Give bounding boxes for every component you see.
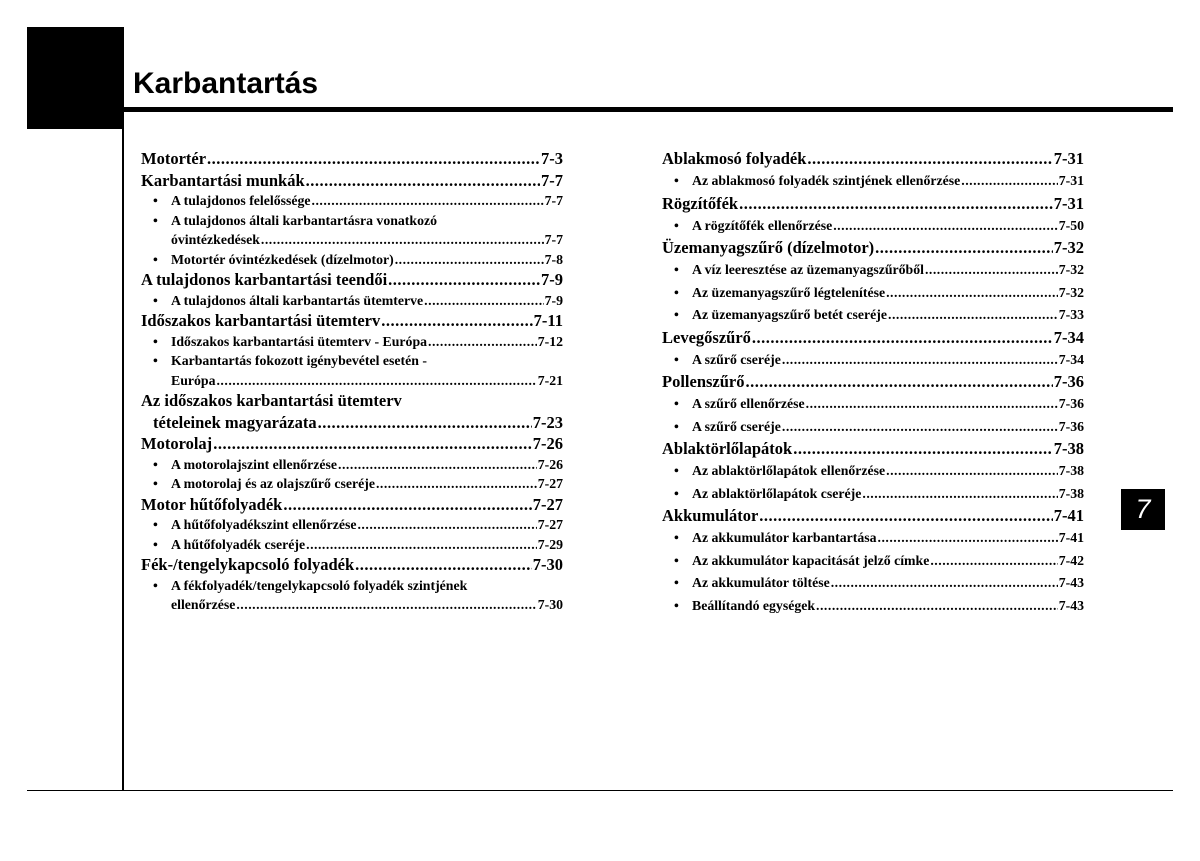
toc-right-column	[662, 148, 1084, 617]
toc-subsection-entry[interactable]	[141, 250, 563, 270]
chapter-corner-block	[27, 27, 124, 129]
dot-leader	[357, 515, 536, 535]
toc-page-number: 7-36	[1053, 372, 1084, 391]
toc-page-number: 7-31	[1053, 149, 1084, 168]
toc-subsection-entry[interactable]	[662, 595, 1084, 618]
bullet-marker: •	[674, 575, 679, 590]
toc-page-number: 7-21	[537, 372, 563, 388]
toc-page-number: 7-27	[537, 517, 563, 532]
dot-leader	[886, 282, 1058, 305]
toc-page-number: 7-38	[1058, 485, 1084, 501]
toc-entry-title: A tulajdonos karbantartási teendői	[141, 270, 388, 289]
toc-entry-title: A szűrő cseréje	[692, 418, 781, 434]
toc-entry-title: Időszakos karbantartási ütemterv - Európa	[171, 333, 428, 349]
dot-leader	[739, 193, 1053, 215]
toc-page-number: 7-43	[1058, 597, 1084, 613]
toc-page-number: 7-7	[541, 170, 563, 190]
toc-entry-title: A motorolajszint ellenőrzése	[171, 456, 338, 472]
dot-leader	[207, 148, 540, 170]
dot-leader	[875, 237, 1053, 259]
bullet-marker: •	[153, 577, 158, 593]
toc-page-number: 7-32	[1058, 262, 1084, 277]
dot-leader	[395, 250, 544, 270]
toc-section-entry[interactable]	[141, 269, 563, 291]
toc-section-entry[interactable]	[141, 310, 563, 332]
dot-leader	[886, 460, 1058, 483]
toc-page-number: 7-43	[1058, 575, 1084, 590]
toc-section-entry[interactable]	[141, 494, 563, 516]
toc-entry-title: Ablakmosó folyadék	[662, 149, 807, 168]
bullet-marker: •	[674, 597, 679, 613]
toc-entry-title: Az akkumulátor töltése	[692, 575, 830, 590]
toc-entry-title: Üzemanyagszűrő (dízelmotor)	[662, 238, 875, 257]
toc-page-number: 7-23	[532, 412, 563, 432]
toc-entry-title: Európa	[171, 372, 216, 388]
toc-subsection-entry[interactable]	[662, 416, 1084, 439]
bullet-marker: •	[153, 536, 158, 552]
toc-section-entry[interactable]	[141, 554, 563, 576]
bullet-marker: •	[153, 476, 158, 491]
bullet-marker: •	[674, 485, 679, 501]
toc-entry-title: Rögzítőfék	[662, 193, 739, 213]
toc-entry-title: Motortér óvintézkedések (dízelmotor)	[171, 251, 394, 267]
toc-subsection-entry[interactable]	[141, 535, 563, 555]
dot-leader	[355, 554, 532, 576]
toc-section-entry[interactable]	[662, 505, 1084, 527]
dot-leader	[888, 304, 1058, 327]
bullet-marker: •	[674, 530, 679, 545]
toc-section-entry[interactable]	[662, 327, 1084, 349]
toc-entry-title: Az üzemanyagszűrő légtelenítése	[692, 284, 886, 300]
toc-left-column	[141, 148, 563, 615]
toc-page-number: 7-27	[532, 494, 563, 514]
toc-entry-title: A rögzítőfék ellenőrzése	[692, 217, 833, 233]
toc-subsection-entry[interactable]	[662, 527, 1084, 550]
toc-page-number: 7-11	[533, 311, 563, 330]
toc-subsection-entry[interactable]	[141, 332, 563, 352]
toc-entry-title-first-line: A fékfolyadék/tengelykapcsoló folyadék szintjének	[171, 577, 468, 593]
toc-page-number: 7-31	[1053, 193, 1084, 213]
dot-leader	[306, 535, 537, 555]
dot-leader	[759, 505, 1052, 527]
bullet-marker: •	[153, 517, 158, 532]
bullet-marker: •	[153, 193, 158, 208]
toc-entry-title: Fék-/tengelykapcsoló folyadék	[141, 555, 355, 574]
dot-leader	[746, 371, 1053, 393]
dot-leader	[428, 332, 537, 352]
toc-entry-title: Pollenszűrő	[662, 372, 745, 391]
dot-leader	[312, 191, 544, 211]
toc-page-number: 7-50	[1058, 217, 1084, 233]
bullet-marker: •	[674, 552, 679, 568]
dot-leader	[752, 327, 1053, 349]
dot-leader	[925, 259, 1058, 282]
toc-entry-title: A szűrő cseréje	[692, 351, 781, 367]
toc-entry-title-first-line: A tulajdonos általi karbantartásra vonatkozó	[171, 212, 437, 228]
toc-page-number: 7-3	[541, 149, 563, 168]
toc-section-entry[interactable]	[662, 371, 1084, 393]
toc-page-number: 7-8	[544, 251, 563, 267]
toc-entry-title: Az ablaktörlőlapátok cseréje	[692, 485, 862, 501]
toc-entry-title: A víz leeresztése az üzemanyagszűrőből	[692, 262, 924, 277]
toc-section-entry[interactable]	[662, 237, 1084, 259]
toc-page-number: 7-26	[537, 456, 563, 472]
toc-page-number: 7-41	[1058, 530, 1084, 545]
bullet-marker: •	[674, 351, 679, 367]
toc-page-number: 7-7	[544, 232, 563, 247]
dot-leader	[831, 572, 1058, 595]
dot-leader	[782, 349, 1058, 372]
toc-section-entry[interactable]	[141, 148, 563, 170]
toc-page-number: 7-31	[1058, 173, 1084, 188]
bullet-marker: •	[674, 217, 679, 233]
toc-section-entry[interactable]	[662, 193, 1084, 215]
chapter-tab: 7	[1121, 489, 1165, 530]
dot-leader	[376, 474, 537, 494]
toc-entry-title: ellenőrzése	[171, 597, 236, 612]
page-title: Karbantartás	[133, 67, 319, 100]
toc-page-number: 7-33	[1058, 307, 1084, 322]
bullet-marker: •	[674, 173, 679, 188]
toc-subsection-entry[interactable]	[662, 460, 1084, 483]
toc-subsection-entry[interactable]	[662, 572, 1084, 595]
toc-entry-title: A hűtőfolyadék cseréje	[171, 536, 306, 552]
toc-entry-title: Időszakos karbantartási ütemterv	[141, 311, 381, 330]
toc-page-number: 7-30	[537, 597, 563, 612]
toc-subsection-entry[interactable]	[141, 455, 563, 475]
toc-entry-title: Az ablakmosó folyadék szintjének ellenőrzése	[692, 173, 961, 188]
toc-entry-title: A szűrő ellenőrzése	[692, 396, 805, 411]
toc-page-number: 7-38	[1053, 439, 1084, 458]
toc-page-number: 7-34	[1058, 351, 1084, 367]
toc-entry-title: óvintézkedések	[171, 232, 260, 247]
bullet-marker: •	[674, 307, 679, 322]
toc-subsection-entry[interactable]	[141, 515, 563, 535]
toc-subsection-entry[interactable]	[662, 483, 1084, 506]
dot-leader	[816, 595, 1058, 618]
toc-section-entry[interactable]	[141, 390, 563, 433]
toc-entry-title: A hűtőfolyadékszint ellenőrzése	[171, 517, 357, 532]
dot-leader	[782, 416, 1058, 439]
toc-subsection-entry[interactable]	[662, 349, 1084, 372]
toc-section-entry[interactable]	[141, 170, 563, 192]
dot-leader	[961, 170, 1057, 193]
toc-entry-title: Karbantartási munkák	[141, 170, 305, 190]
dot-leader	[878, 527, 1058, 550]
toc-section-entry[interactable]	[662, 148, 1084, 170]
toc-page-number: 7-29	[537, 536, 563, 552]
bullet-marker: •	[153, 353, 158, 368]
toc-page-number: 7-34	[1053, 327, 1084, 347]
dot-leader	[424, 291, 543, 311]
dot-leader	[388, 269, 540, 291]
dot-leader	[381, 310, 532, 332]
toc-subsection-entry[interactable]	[141, 291, 563, 311]
dot-leader	[930, 550, 1057, 573]
toc-entry-title: A tulajdonos általi karbantartás ütemterve	[171, 292, 424, 308]
bullet-marker: •	[153, 212, 158, 228]
bullet-marker: •	[674, 284, 679, 300]
dot-leader	[236, 595, 536, 615]
toc-subsection-entry[interactable]	[141, 191, 563, 211]
toc-page-number: 7-41	[1053, 506, 1084, 525]
toc-entry-title: Az ablaktörlőlapátok ellenőrzése	[692, 463, 886, 478]
toc-subsection-entry[interactable]	[662, 393, 1084, 416]
toc-entry-title-first-line: Az időszakos karbantartási ütemterv	[141, 391, 402, 410]
toc-page-number: 7-7	[544, 193, 563, 208]
toc-section-entry[interactable]	[662, 438, 1084, 460]
toc-subsection-entry[interactable]	[662, 170, 1084, 193]
dot-leader	[793, 438, 1053, 460]
bullet-marker: •	[153, 333, 158, 349]
toc-page-number: 7-32	[1053, 238, 1084, 257]
toc-subsection-entry[interactable]	[141, 576, 563, 615]
bullet-marker: •	[153, 251, 158, 267]
dot-leader	[807, 148, 1052, 170]
toc-page-number: 7-26	[532, 434, 563, 453]
bullet-marker: •	[674, 418, 679, 434]
toc-subsection-entry[interactable]	[141, 474, 563, 494]
toc-entry-title: Motor hűtőfolyadék	[141, 494, 283, 514]
toc-page-number: 7-9	[544, 292, 563, 308]
toc-entry-title: Beállítandó egységek	[692, 597, 816, 613]
toc-entry-title: Ablaktörlőlapátok	[662, 439, 793, 458]
bullet-marker: •	[153, 456, 158, 472]
toc-page-number: 7-9	[541, 270, 563, 289]
toc-subsection-entry[interactable]	[141, 351, 563, 390]
toc-entry-title: tételeinek magyarázata	[153, 412, 317, 432]
bottom-rule	[27, 790, 1173, 791]
toc-entry-title: Az akkumulátor kapacitását jelző címke	[692, 552, 930, 568]
toc-page-number: 7-42	[1058, 552, 1084, 568]
toc-entry-title: Az akkumulátor karbantartása	[692, 530, 877, 545]
toc-section-entry[interactable]	[141, 433, 563, 455]
toc-entry-title: A tulajdonos felelőssége	[171, 193, 311, 208]
dot-leader	[283, 494, 531, 516]
bullet-marker: •	[674, 463, 679, 478]
bullet-marker: •	[153, 292, 158, 308]
toc-page-number: 7-38	[1058, 463, 1084, 478]
toc-page-number: 7-36	[1058, 396, 1084, 411]
left-margin-rule	[122, 110, 124, 791]
dot-leader	[806, 393, 1058, 416]
dot-leader	[338, 455, 537, 475]
dot-leader	[216, 371, 536, 391]
toc-page-number: 7-12	[537, 333, 563, 349]
toc-entry-title: Motorolaj	[141, 434, 213, 453]
toc-page-number: 7-30	[532, 555, 563, 574]
toc-subsection-entry[interactable]	[662, 304, 1084, 327]
toc-page-number: 7-36	[1058, 418, 1084, 434]
bullet-marker: •	[674, 262, 679, 277]
dot-leader	[318, 412, 532, 434]
dot-leader	[306, 170, 540, 192]
title-rule	[124, 107, 1173, 112]
toc-page-number: 7-32	[1058, 284, 1084, 300]
toc-subsection-entry[interactable]	[662, 550, 1084, 573]
dot-leader	[261, 230, 544, 250]
bullet-marker: •	[674, 396, 679, 411]
toc-entry-title-first-line: Karbantartás fokozott igénybevétel esetén -	[171, 353, 427, 368]
toc-entry-title: A motorolaj és az olajszűrő cseréje	[171, 476, 375, 491]
toc-entry-title: Levegőszűrő	[662, 327, 751, 347]
toc-subsection-entry[interactable]	[141, 211, 563, 250]
toc-entry-title: Motortér	[141, 149, 207, 168]
toc-subsection-entry[interactable]	[662, 282, 1084, 305]
toc-subsection-entry[interactable]	[662, 259, 1084, 282]
dot-leader	[213, 433, 532, 455]
dot-leader	[862, 483, 1057, 506]
toc-page-number: 7-27	[537, 476, 563, 491]
toc-entry-title: Az üzemanyagszűrő betét cseréje	[692, 307, 887, 322]
toc-subsection-entry[interactable]	[662, 215, 1084, 238]
dot-leader	[833, 215, 1057, 238]
toc-entry-title: Akkumulátor	[662, 506, 759, 525]
